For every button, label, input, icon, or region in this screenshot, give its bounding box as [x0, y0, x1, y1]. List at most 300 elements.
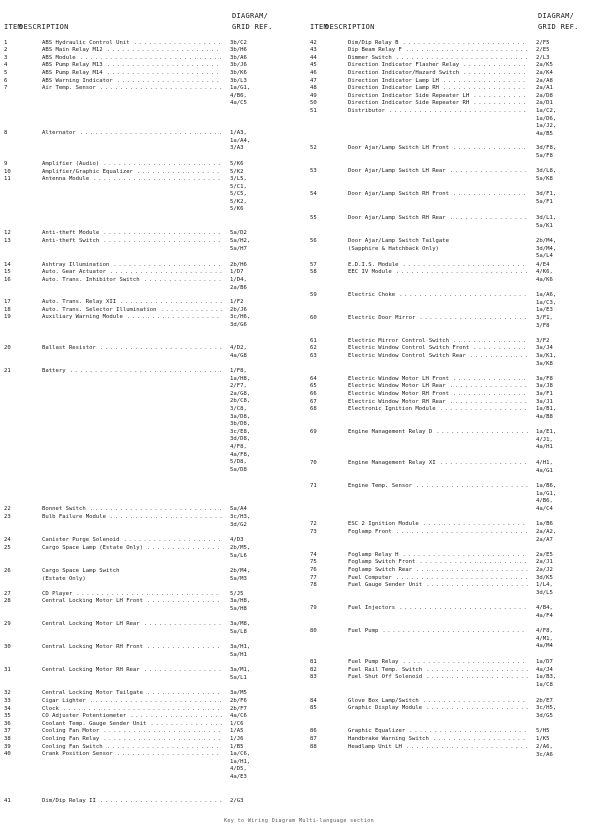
grid-reference: 4/H1,	[536, 460, 553, 466]
grid-reference: 1a/G1,	[230, 85, 251, 91]
grid-reference-list	[230, 238, 250, 253]
item-number: 86	[310, 728, 317, 734]
item-description: Door Ajar/Lamp Switch Tailgate (Sapphire & Hatchback Only)	[348, 238, 450, 252]
grid-reference: 3b/K6	[230, 70, 247, 76]
grid-reference: 1/D7	[230, 269, 244, 275]
item-number: 3	[4, 55, 8, 61]
leader-dots: .................	[442, 85, 528, 91]
leader-dots: .........................	[402, 40, 527, 46]
leader-dots: ...............	[147, 644, 222, 650]
grid-reference: 2a/A2,	[536, 529, 557, 535]
description-header: DESCRIPTION	[325, 23, 375, 31]
grid-reference-list	[536, 429, 556, 452]
grid-reference: 3a/F8	[536, 376, 553, 382]
leader-dots: .........................	[99, 798, 225, 804]
leader-dots: .....................	[422, 698, 528, 704]
grid-reference: 3a/K1,	[536, 353, 557, 359]
item-number: 18	[4, 307, 11, 313]
item-number: 69	[310, 429, 317, 435]
grid-reference-list	[230, 545, 250, 560]
grid-reference: 2/F5	[536, 40, 550, 46]
item-description: CO Adjuster Potentiometer	[42, 713, 127, 719]
grid-reference: 4a/G1	[536, 467, 553, 474]
leader-dots: .........................	[402, 262, 527, 268]
grid-reference: 2a/A8	[536, 78, 553, 84]
grid-reference: 2/L3	[536, 55, 550, 61]
item-description: Foglamp Relay H	[348, 552, 399, 558]
grid-reference: 4a/F4	[536, 612, 553, 619]
right-column	[310, 6, 598, 758]
leader-dots: .........................	[402, 659, 527, 665]
item-description: Crank Position Sensor	[42, 751, 113, 757]
item-number: 67	[310, 399, 317, 405]
leader-dots: ........................	[103, 736, 223, 742]
item-description: Anti-theft Module	[42, 230, 100, 236]
grid-reference: 4a/M4	[536, 643, 553, 650]
leader-dots: ......................	[419, 315, 529, 321]
item-number: 80	[310, 628, 317, 634]
grid-reference: 5/C1,	[230, 183, 247, 190]
leader-dots: .............................	[76, 591, 221, 597]
grid-reference-list	[230, 299, 243, 307]
item-number: 31	[4, 667, 11, 673]
item-header: ITEM	[4, 23, 23, 31]
item-description: Direction Indicator Lamp RH	[348, 85, 439, 91]
grid-reference: 2/F7,	[230, 383, 247, 390]
grid-reference: 5/H5	[536, 728, 550, 734]
grid-reference-list	[536, 191, 556, 206]
grid-reference-list	[536, 85, 553, 93]
item-number: 62	[310, 345, 317, 351]
item-number: 61	[310, 338, 317, 344]
grid-reference: 3b/C2	[230, 40, 247, 46]
grid-reference: 2b/M5,	[230, 545, 251, 551]
grid-reference: 3d/G5	[536, 712, 553, 719]
leader-dots: ..................	[439, 406, 529, 412]
grid-reference-list	[230, 230, 247, 238]
grid-reference: 4a/B5	[536, 130, 553, 137]
item-description: Amplifier/Graphic Equalizer	[42, 169, 133, 175]
item-number: 70	[310, 460, 317, 466]
grid-reference: 2/A6,	[536, 744, 553, 750]
grid-reference: 2b/F6	[230, 698, 247, 704]
grid-reference: 3a/H8,	[230, 598, 251, 604]
leader-dots: .............	[463, 62, 528, 68]
item-description: EEC IV Module	[348, 269, 392, 275]
item-description: Air Temp. Sensor	[42, 85, 96, 91]
item-number: 63	[310, 353, 317, 359]
item-number: 22	[4, 506, 11, 512]
grid-reference: 3a/D8,	[230, 413, 251, 420]
grid-reference: 2b/J6	[230, 307, 247, 313]
leader-dots: .......................	[106, 47, 221, 53]
item-number: 42	[310, 40, 317, 46]
leader-dots: ...........	[473, 93, 528, 99]
grid-reference-list	[230, 70, 247, 78]
item-description: Electric Window Control Switch Rear	[348, 353, 466, 359]
grid-reference: 1a/H8,	[230, 375, 251, 382]
grid-reference-list	[536, 100, 553, 108]
item-number: 84	[310, 698, 317, 704]
grid-reference: 3/F2	[536, 338, 550, 344]
grid-reference-list	[230, 598, 250, 613]
grid-reference: 3c/H5,	[536, 705, 557, 711]
item-number: 15	[4, 269, 11, 275]
item-number: 32	[4, 690, 11, 696]
grid-reference-list	[230, 368, 250, 474]
grid-reference: 3b/H6	[230, 47, 247, 53]
grid-reference-list	[536, 269, 553, 284]
grid-reference-list	[230, 314, 250, 329]
item-number: 26	[4, 568, 11, 574]
leader-dots: .............................	[382, 628, 527, 634]
grid-reference-list	[230, 736, 243, 744]
grid-reference-list	[230, 713, 247, 721]
grid-reference: 3a/K8	[536, 360, 553, 367]
grid-reference: 5a/L8	[230, 628, 247, 635]
grid-reference-list	[536, 628, 553, 651]
item-description: ABS Module	[42, 55, 76, 61]
item-description: Auxiliary Warning Module	[42, 314, 123, 320]
item-number: 37	[4, 728, 11, 734]
grid-reference: 3d/F1,	[536, 191, 557, 197]
leader-dots: ...........................	[89, 506, 224, 512]
grid-reference-list	[536, 460, 553, 475]
grid-reference-list	[536, 567, 553, 575]
item-number: 49	[310, 93, 317, 99]
grid-reference-list	[536, 391, 553, 399]
item-number: 29	[4, 621, 11, 627]
grid-reference: 5a/H1	[230, 651, 247, 658]
grid-reference-list	[536, 62, 553, 70]
grid-reference: 2a/D8	[536, 93, 553, 99]
grid-reference-list	[230, 277, 247, 292]
item-description: Engine Management Relay XI	[348, 460, 436, 466]
item-number: 43	[310, 47, 317, 53]
item-number: 17	[4, 299, 11, 305]
grid-reference: 3d/D8,	[230, 436, 251, 443]
item-description: ABS Warning Indicator	[42, 78, 113, 84]
grid-reference: 4/F8,	[230, 443, 247, 450]
leader-dots: .....................	[426, 582, 531, 588]
grid-reference-list	[536, 529, 556, 544]
leader-dots: .........................	[99, 345, 225, 351]
grid-ref-header: GRID REF.	[538, 23, 579, 31]
leader-dots: ................	[143, 277, 224, 283]
leader-dots: ..........................	[399, 605, 529, 611]
grid-reference-list	[230, 728, 243, 736]
leader-dots: .....................	[116, 751, 222, 757]
item-description: Fuel Shut Off Solenoid	[348, 674, 423, 680]
grid-reference: 4/D3	[230, 537, 244, 543]
leader-dots: ................	[143, 667, 224, 673]
item-number: 19	[4, 314, 11, 320]
grid-reference: 2a/G8,	[230, 390, 251, 397]
left-column	[4, 6, 294, 804]
grid-reference-list	[230, 690, 247, 698]
item-number: 64	[310, 376, 317, 382]
leader-dots: ...............	[453, 145, 528, 151]
grid-reference: 1a/A4,	[230, 137, 251, 144]
item-number: 28	[4, 598, 11, 604]
grid-reference: 3a/M1,	[230, 667, 251, 673]
item-description: Central Locking Motor LH Front	[42, 598, 144, 604]
grid-reference: 2b/M4,	[230, 568, 251, 574]
grid-reference: 3b/J6	[230, 62, 247, 68]
grid-reference: 2a/J1	[536, 559, 553, 565]
item-number: 38	[4, 736, 11, 742]
item-description: Direction Indicator Lamp LH	[348, 78, 439, 84]
grid-reference: 5a/L6	[230, 552, 247, 559]
item-description: Electric Window Motor RH Rear	[348, 399, 446, 405]
item-number: 21	[4, 368, 11, 374]
item-number: 20	[4, 345, 11, 351]
grid-reference: 2b/C8,	[230, 398, 251, 405]
grid-reference-list	[536, 345, 553, 353]
grid-reference: 3c/E8,	[230, 428, 251, 435]
leader-dots: .................	[136, 169, 222, 175]
grid-reference: 4/M1,	[536, 635, 553, 642]
item-number: 27	[4, 591, 11, 597]
item-description: Dim/Dip Relay B	[348, 40, 399, 46]
grid-reference: 1a/H1,	[230, 758, 251, 765]
item-description: Fuel Rail Temp. Switch	[348, 667, 423, 673]
leader-dots: ........................	[103, 161, 223, 167]
leader-dots: ...............	[453, 338, 528, 344]
grid-reference: 4a/E3	[230, 773, 247, 780]
grid-reference: 3b/A6	[230, 55, 247, 61]
item-description: Electric Window Motor LH Front	[348, 376, 450, 382]
leader-dots: ...........................	[395, 529, 530, 535]
grid-reference-list	[536, 292, 556, 315]
leader-dots: ...............	[147, 690, 222, 696]
grid-reference: 2a/J2	[536, 567, 553, 573]
item-number: 1	[4, 40, 8, 46]
grid-reference: 1a/B6,	[536, 483, 557, 489]
leader-dots: .......................	[416, 483, 531, 489]
grid-reference: 5a/L4	[536, 253, 553, 260]
grid-reference-list	[230, 47, 247, 55]
leader-dots: ...............	[150, 721, 225, 727]
grid-reference: 1/C6	[230, 721, 244, 727]
grid-reference: 3d/G2	[230, 521, 247, 528]
grid-reference: 1a/B3,	[536, 674, 557, 680]
grid-reference: 1a/D6,	[536, 115, 557, 122]
grid-reference: 5a/H8	[230, 605, 247, 612]
grid-reference: 2b/M4,	[536, 238, 557, 244]
grid-reference: 1/B5	[230, 744, 244, 750]
grid-reference-list	[230, 568, 250, 583]
grid-reference-list	[230, 161, 243, 169]
item-number: 76	[310, 567, 317, 573]
right-column-header	[310, 6, 598, 30]
item-number: 48	[310, 85, 317, 91]
item-description: Auto. Trans. Selector Illumination	[42, 307, 157, 313]
leader-dots: .............................	[79, 130, 224, 136]
grid-reference: 3/A3	[230, 145, 244, 152]
leader-dots: .....................	[120, 299, 225, 305]
item-description: Electric Mirror Control Switch	[348, 338, 450, 344]
grid-reference: 1a/C2,	[536, 108, 557, 114]
grid-reference: 3c/H3,	[230, 514, 251, 520]
leader-dots: ...............	[147, 545, 222, 551]
leader-dots: ...............	[147, 598, 222, 604]
item-description: E.D.I.S. Module	[348, 262, 399, 268]
grid-reference-list	[230, 85, 250, 108]
item-number: 68	[310, 406, 317, 412]
item-description: Battery	[42, 368, 66, 374]
item-description: ABS Main Relay M12	[42, 47, 103, 53]
item-number: 65	[310, 383, 317, 389]
item-number: 51	[310, 108, 317, 114]
item-number: 88	[310, 744, 317, 750]
grid-reference: 3b/L3	[230, 78, 247, 84]
grid-reference: 1/L4,	[536, 582, 553, 588]
grid-reference: 5/K2,	[230, 198, 247, 205]
grid-reference: 1/A3,	[230, 130, 247, 136]
item-number: 47	[310, 78, 317, 84]
grid-reference: 5/K6	[230, 161, 244, 167]
grid-reference: 2a/D1	[536, 100, 553, 106]
item-number: 8	[4, 130, 8, 136]
grid-reference-list	[230, 506, 247, 514]
leader-dots: ................	[449, 383, 530, 389]
item-description: Fuel Computer	[348, 575, 392, 581]
grid-reference-list	[230, 667, 250, 682]
leader-dots: ........................	[103, 238, 223, 244]
leader-dots: ...........................	[89, 698, 224, 704]
grid-reference: 5a/H7	[230, 245, 247, 252]
leader-dots: ...........................	[395, 269, 530, 275]
grid-reference: 3c/H6,	[230, 314, 251, 320]
leader-dots: .........................	[405, 744, 531, 750]
grid-reference: 5/D8,	[230, 459, 247, 466]
item-description: Cooling Fan Switch	[42, 744, 103, 750]
leader-dots: ...............	[453, 391, 528, 397]
grid-reference: 4a/H1	[536, 444, 553, 451]
leader-dots: .......................	[106, 70, 221, 76]
grid-reference-list	[230, 514, 250, 529]
item-description: Bulb Failure Module	[42, 514, 106, 520]
grid-reference: 3a/J8	[536, 383, 553, 389]
item-number: 58	[310, 269, 317, 275]
grid-reference: 3a/M8,	[230, 621, 251, 627]
grid-reference-list	[536, 705, 556, 720]
grid-reference-list	[536, 145, 556, 160]
grid-reference: 3a/M5	[230, 690, 247, 696]
grid-reference-list	[536, 483, 556, 513]
grid-reference-list	[536, 406, 556, 421]
leader-dots: ........................	[103, 230, 223, 236]
grid-reference: 1a/E1,	[536, 429, 557, 435]
item-description: Cargo Space Lamp (Estate Only)	[42, 545, 144, 551]
grid-reference-list	[230, 176, 247, 214]
item-number: 46	[310, 70, 317, 76]
leader-dots: .........................	[402, 552, 527, 558]
item-number: 35	[4, 713, 11, 719]
item-number: 23	[4, 514, 11, 520]
grid-reference: 1/F2	[230, 299, 244, 305]
grid-reference-list	[536, 744, 553, 759]
item-description: Handbrake Warning Switch	[348, 736, 429, 742]
grid-reference: 4/B6,	[536, 498, 553, 505]
item-description: Bonnet Switch	[42, 506, 86, 512]
item-number: 36	[4, 721, 11, 727]
grid-reference-list	[536, 383, 553, 391]
item-number: 44	[310, 55, 317, 61]
leader-dots: .......................	[110, 269, 225, 275]
grid-reference: 4/B4,	[536, 605, 553, 611]
grid-reference: 1a/B6	[536, 521, 553, 527]
grid-reference-list	[536, 559, 553, 567]
item-number: 87	[310, 736, 317, 742]
grid-reference-list	[536, 521, 553, 529]
grid-reference-list	[536, 70, 553, 78]
item-description: Foglamp Front	[348, 529, 392, 535]
item-description: Central Locking Motor Tailgate	[42, 690, 144, 696]
leader-dots: .......................	[106, 744, 221, 750]
item-description: Antenna Module	[42, 176, 90, 182]
grid-reference: 4a/K6	[536, 276, 553, 283]
grid-reference: 2b/F7	[230, 706, 247, 712]
leader-dots: ..................	[133, 40, 223, 46]
item-number: 54	[310, 191, 317, 197]
item-number: 66	[310, 391, 317, 397]
leader-dots: .....................	[426, 674, 531, 680]
leader-dots: ................	[449, 399, 530, 405]
leader-dots: ................	[449, 168, 530, 174]
leader-dots: ...............	[453, 191, 528, 197]
grid-reference: 4/D2,	[230, 345, 247, 351]
item-number: 78	[310, 582, 317, 588]
item-number: 55	[310, 215, 317, 221]
item-number: 24	[4, 537, 11, 543]
diagram-header: DIAGRAM/	[538, 12, 575, 20]
grid-reference: 4a/C6	[230, 713, 247, 719]
leader-dots: ...........	[473, 345, 528, 351]
grid-reference: 3a/H1,	[230, 644, 251, 650]
grid-reference: 4/J1,	[536, 436, 553, 443]
item-description: Amplifier (Audio)	[42, 161, 100, 167]
grid-reference: 1a/A6,	[536, 292, 557, 298]
grid-reference: 1a/C8	[536, 681, 553, 688]
grid-reference: 5a/A4	[230, 506, 247, 512]
item-number: 4	[4, 62, 8, 68]
grid-reference: 5/K2	[230, 169, 244, 175]
grid-reference-list	[536, 674, 556, 689]
grid-reference: 5/J5	[230, 591, 244, 597]
item-description: Engine Temp. Sensor	[348, 483, 412, 489]
grid-ref-header: GRID REF.	[232, 23, 273, 31]
item-number: 82	[310, 667, 317, 673]
grid-reference-list	[230, 537, 243, 545]
item-description: Door Ajar/Lamp Switch LH Front	[348, 145, 450, 151]
grid-reference: 4/D5,	[230, 766, 247, 773]
grid-reference: 3d/L5	[536, 589, 553, 596]
grid-reference: 5/C5,	[230, 191, 247, 198]
item-number: 9	[4, 161, 8, 167]
leader-dots: ..................	[439, 460, 529, 466]
item-description: Graphic Display Module	[348, 705, 423, 711]
item-number: 34	[4, 706, 11, 712]
leader-dots: ...........................	[395, 575, 530, 581]
grid-reference-list	[536, 108, 556, 138]
item-number: 72	[310, 521, 317, 527]
leader-dots: ..........................	[399, 292, 529, 298]
leader-dots: ...........	[473, 100, 528, 106]
grid-reference-list	[536, 47, 549, 55]
leader-dots: ................	[449, 215, 530, 221]
